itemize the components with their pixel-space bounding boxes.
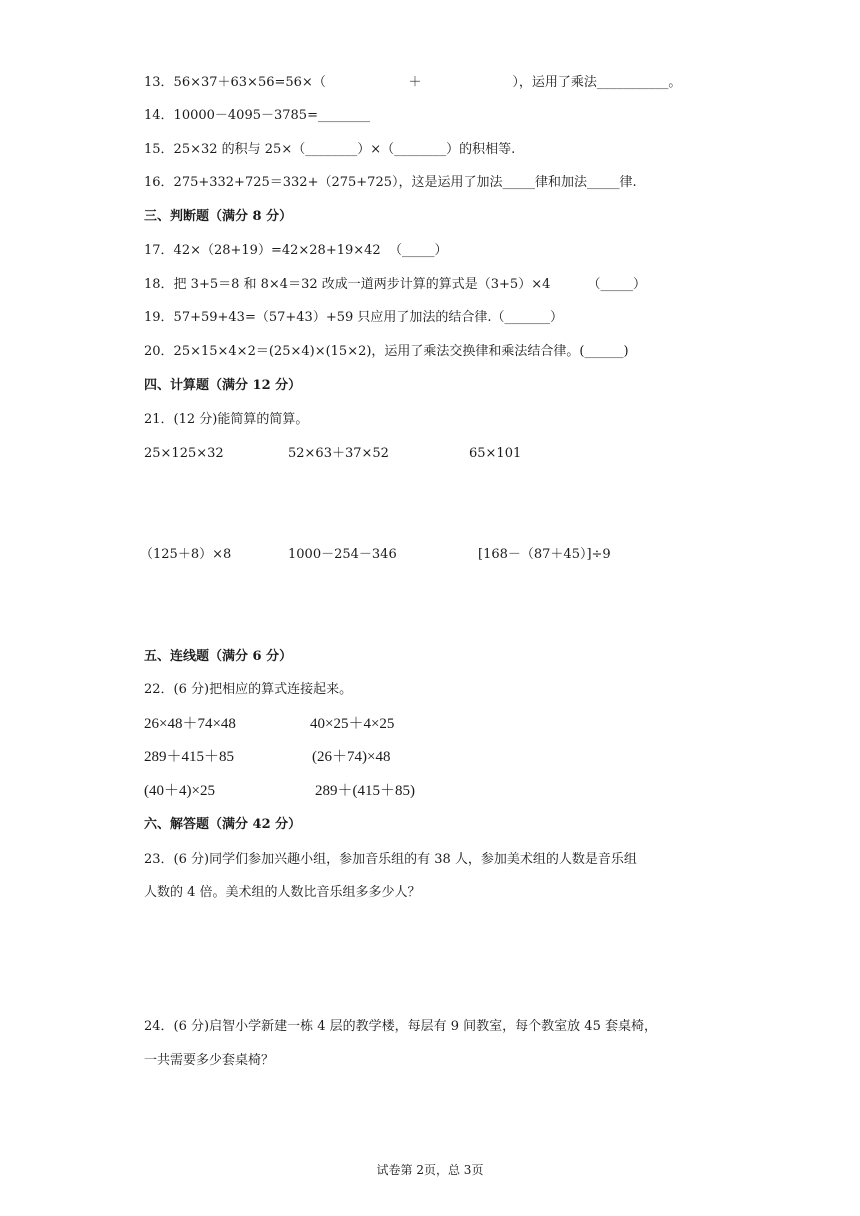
question-19: 19．57+59+43=（57+43）+59 只应用了加法的结合律.（_______）	[144, 310, 564, 325]
question-22: 22．(6 分)把相应的算式连接起来。	[144, 682, 353, 697]
question-16: 16．275+332+725＝332+（275+725），这是运用了加法_____律和加法_____律.	[144, 175, 637, 190]
question-23-line: 23．(6 分)同学们参加兴趣小组，参加音乐组的有 38 人，参加美术组的人数是音乐组	[144, 852, 637, 867]
match-left-expression: 289＋415＋85	[144, 749, 235, 765]
match-right-expression: 289＋(415＋85)	[315, 783, 415, 799]
match-right-expression: (26＋74)×48	[312, 749, 391, 765]
section-heading-judgment: 三、判断题（满分 8 分）	[144, 209, 293, 224]
question-20: 20．25×15×4×2＝(25×4)×(15×2)，运用了乘法交换律和乘法结合律。(______)	[144, 344, 629, 359]
question-24-line: 一共需要多少套桌椅？	[144, 1053, 275, 1068]
match-left-expression: 26×48＋74×48	[144, 716, 236, 732]
question-18: 18．把 3+5＝8 和 8×4＝32 改成一道两步计算的算式是（3+5）×4 （_____）	[144, 277, 647, 292]
section-heading-matching: 五、连线题（满分 6 分）	[144, 649, 293, 664]
question-17: 17．42×（28+19）=42×28+19×42 （_____）	[144, 243, 448, 258]
question-21: 21．(12 分)能简算的简算。	[144, 412, 309, 427]
question-14: 14．10000－4095－3785=________	[144, 108, 370, 123]
match-left-expression: (40＋4)×25	[144, 783, 215, 799]
calc-expression: 1000－254－346	[288, 547, 397, 562]
calc-expression: 65×101	[469, 446, 522, 461]
question-23-line: 人数的 4 倍。美术组的人数比音乐组多多少人？	[144, 885, 421, 900]
calc-expression: 25×125×32	[144, 446, 224, 461]
calc-expression: [168－（87＋45）]÷9	[478, 547, 611, 562]
question-24-line: 24．(6 分)启智小学新建一栋 4 层的教学楼，每层有 9 间教室，每个教室放 45 套桌椅，	[144, 1019, 657, 1034]
question-13: 13．56×37＋63×56=56×（ ＋ ），运用了乘法___________。	[144, 75, 682, 90]
calc-expression: 52×63＋37×52	[288, 446, 389, 461]
question-15: 15．25×32 的积与 25×（________）×（________）的积相等.	[144, 142, 516, 157]
page-footer: 试卷第 2页，总 3页	[376, 1163, 484, 1177]
section-heading-word-problems: 六、解答题（满分 42 分）	[144, 817, 302, 832]
calc-expression: （125＋8）×8	[140, 547, 232, 562]
match-right-expression: 40×25＋4×25	[310, 716, 395, 732]
section-heading-calculation: 四、计算题（满分 12 分）	[144, 378, 302, 393]
